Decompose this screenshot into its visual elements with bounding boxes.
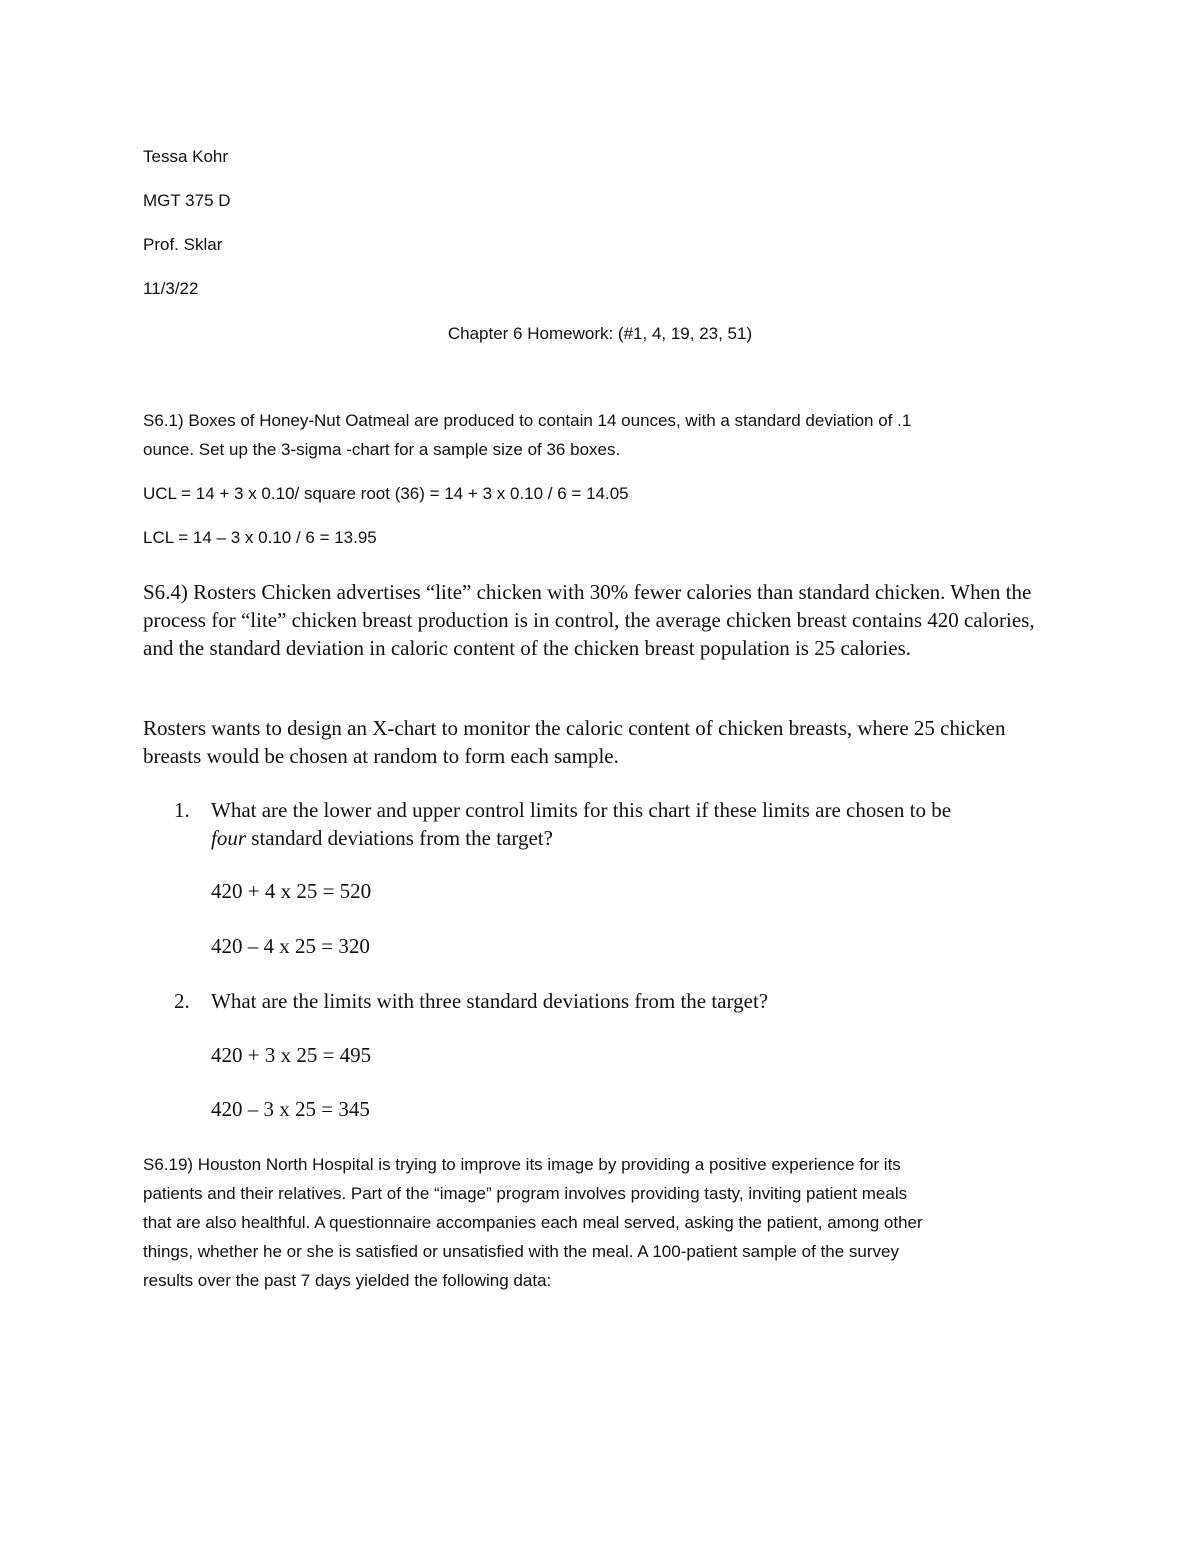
s6-4-paragraph2: Rosters wants to design an X-chart to monitor the caloric content of chicken breasts, where 25 chicken breasts would be chosen at random to form each sample. <box>143 716 1006 768</box>
s6-19-line3: that are also healthful. A questionnaire accompanies each meal served, asking the patient, among other <box>143 1213 923 1232</box>
date: 11/3/22 <box>143 279 199 298</box>
s6-19-line1: S6.19) Houston North Hospital is trying to improve its image by providing a positive experience for its <box>143 1155 901 1174</box>
document-title: Chapter 6 Homework: (#1, 4, 19, 23, 51) <box>447 324 753 343</box>
s6-4-q1-calc-lower: 420 – 4 x 25 = 320 <box>211 934 370 958</box>
s6-4-q2-calc-lower: 420 – 3 x 25 = 345 <box>211 1097 370 1121</box>
s6-4-q2-calc-upper: 420 + 3 x 25 = 495 <box>211 1043 372 1067</box>
course-code: MGT 375 D <box>143 191 231 210</box>
s6-4-q1-emphasis: four <box>211 826 247 850</box>
s6-19-line4: things, whether he or she is satisfied or unsatisfied with the meal. A 100-patient sample of the survey <box>143 1242 899 1261</box>
s6-1-question-line2: ounce. Set up the 3-sigma -chart for a sample size of 36 boxes. <box>143 440 621 459</box>
s6-1-question-line1: S6.1) Boxes of Honey-Nut Oatmeal are produced to contain 14 ounces, with a standard deviation of .1 <box>143 411 912 430</box>
s6-4-q1-calc-upper: 420 + 4 x 25 = 520 <box>211 879 372 903</box>
s6-4-intro: S6.4) Rosters Chicken advertises “lite” chicken with 30% fewer calories than standard chicken. When the process for “lite” chicken breast production is in control, the average chicken breast contains 420 calories, and the standard deviation in caloric content of the chicken breast population is 25 calories. <box>143 580 1035 660</box>
s6-4-q1-text <box>211 796 1061 852</box>
student-name: Tessa Kohr <box>143 147 229 166</box>
s6-4-q1-text-a: What are the lower and upper control limits for this chart if these limits are chosen to be <box>211 798 952 822</box>
s6-4-q2-number: 2. <box>174 989 190 1013</box>
s6-4-q1-number: 1. <box>174 798 190 822</box>
professor-name: Prof. Sklar <box>143 235 223 254</box>
s6-19-line5: results over the past 7 days yielded the following data: <box>143 1271 552 1290</box>
s6-19-line2: patients and their relatives. Part of the “image” program involves providing tasty, inviting patient meals <box>143 1184 908 1203</box>
s6-4-q1-text-b: standard deviations from the target? <box>246 826 553 850</box>
s6-4-q2-text: What are the limits with three standard deviations from the target? <box>211 989 769 1013</box>
s6-1-lcl: LCL = 14 – 3 x 0.10 / 6 = 13.95 <box>143 528 377 547</box>
s6-1-ucl: UCL = 14 + 3 x 0.10/ square root (36) = 14 + 3 x 0.10 / 6 = 14.05 <box>143 484 629 503</box>
